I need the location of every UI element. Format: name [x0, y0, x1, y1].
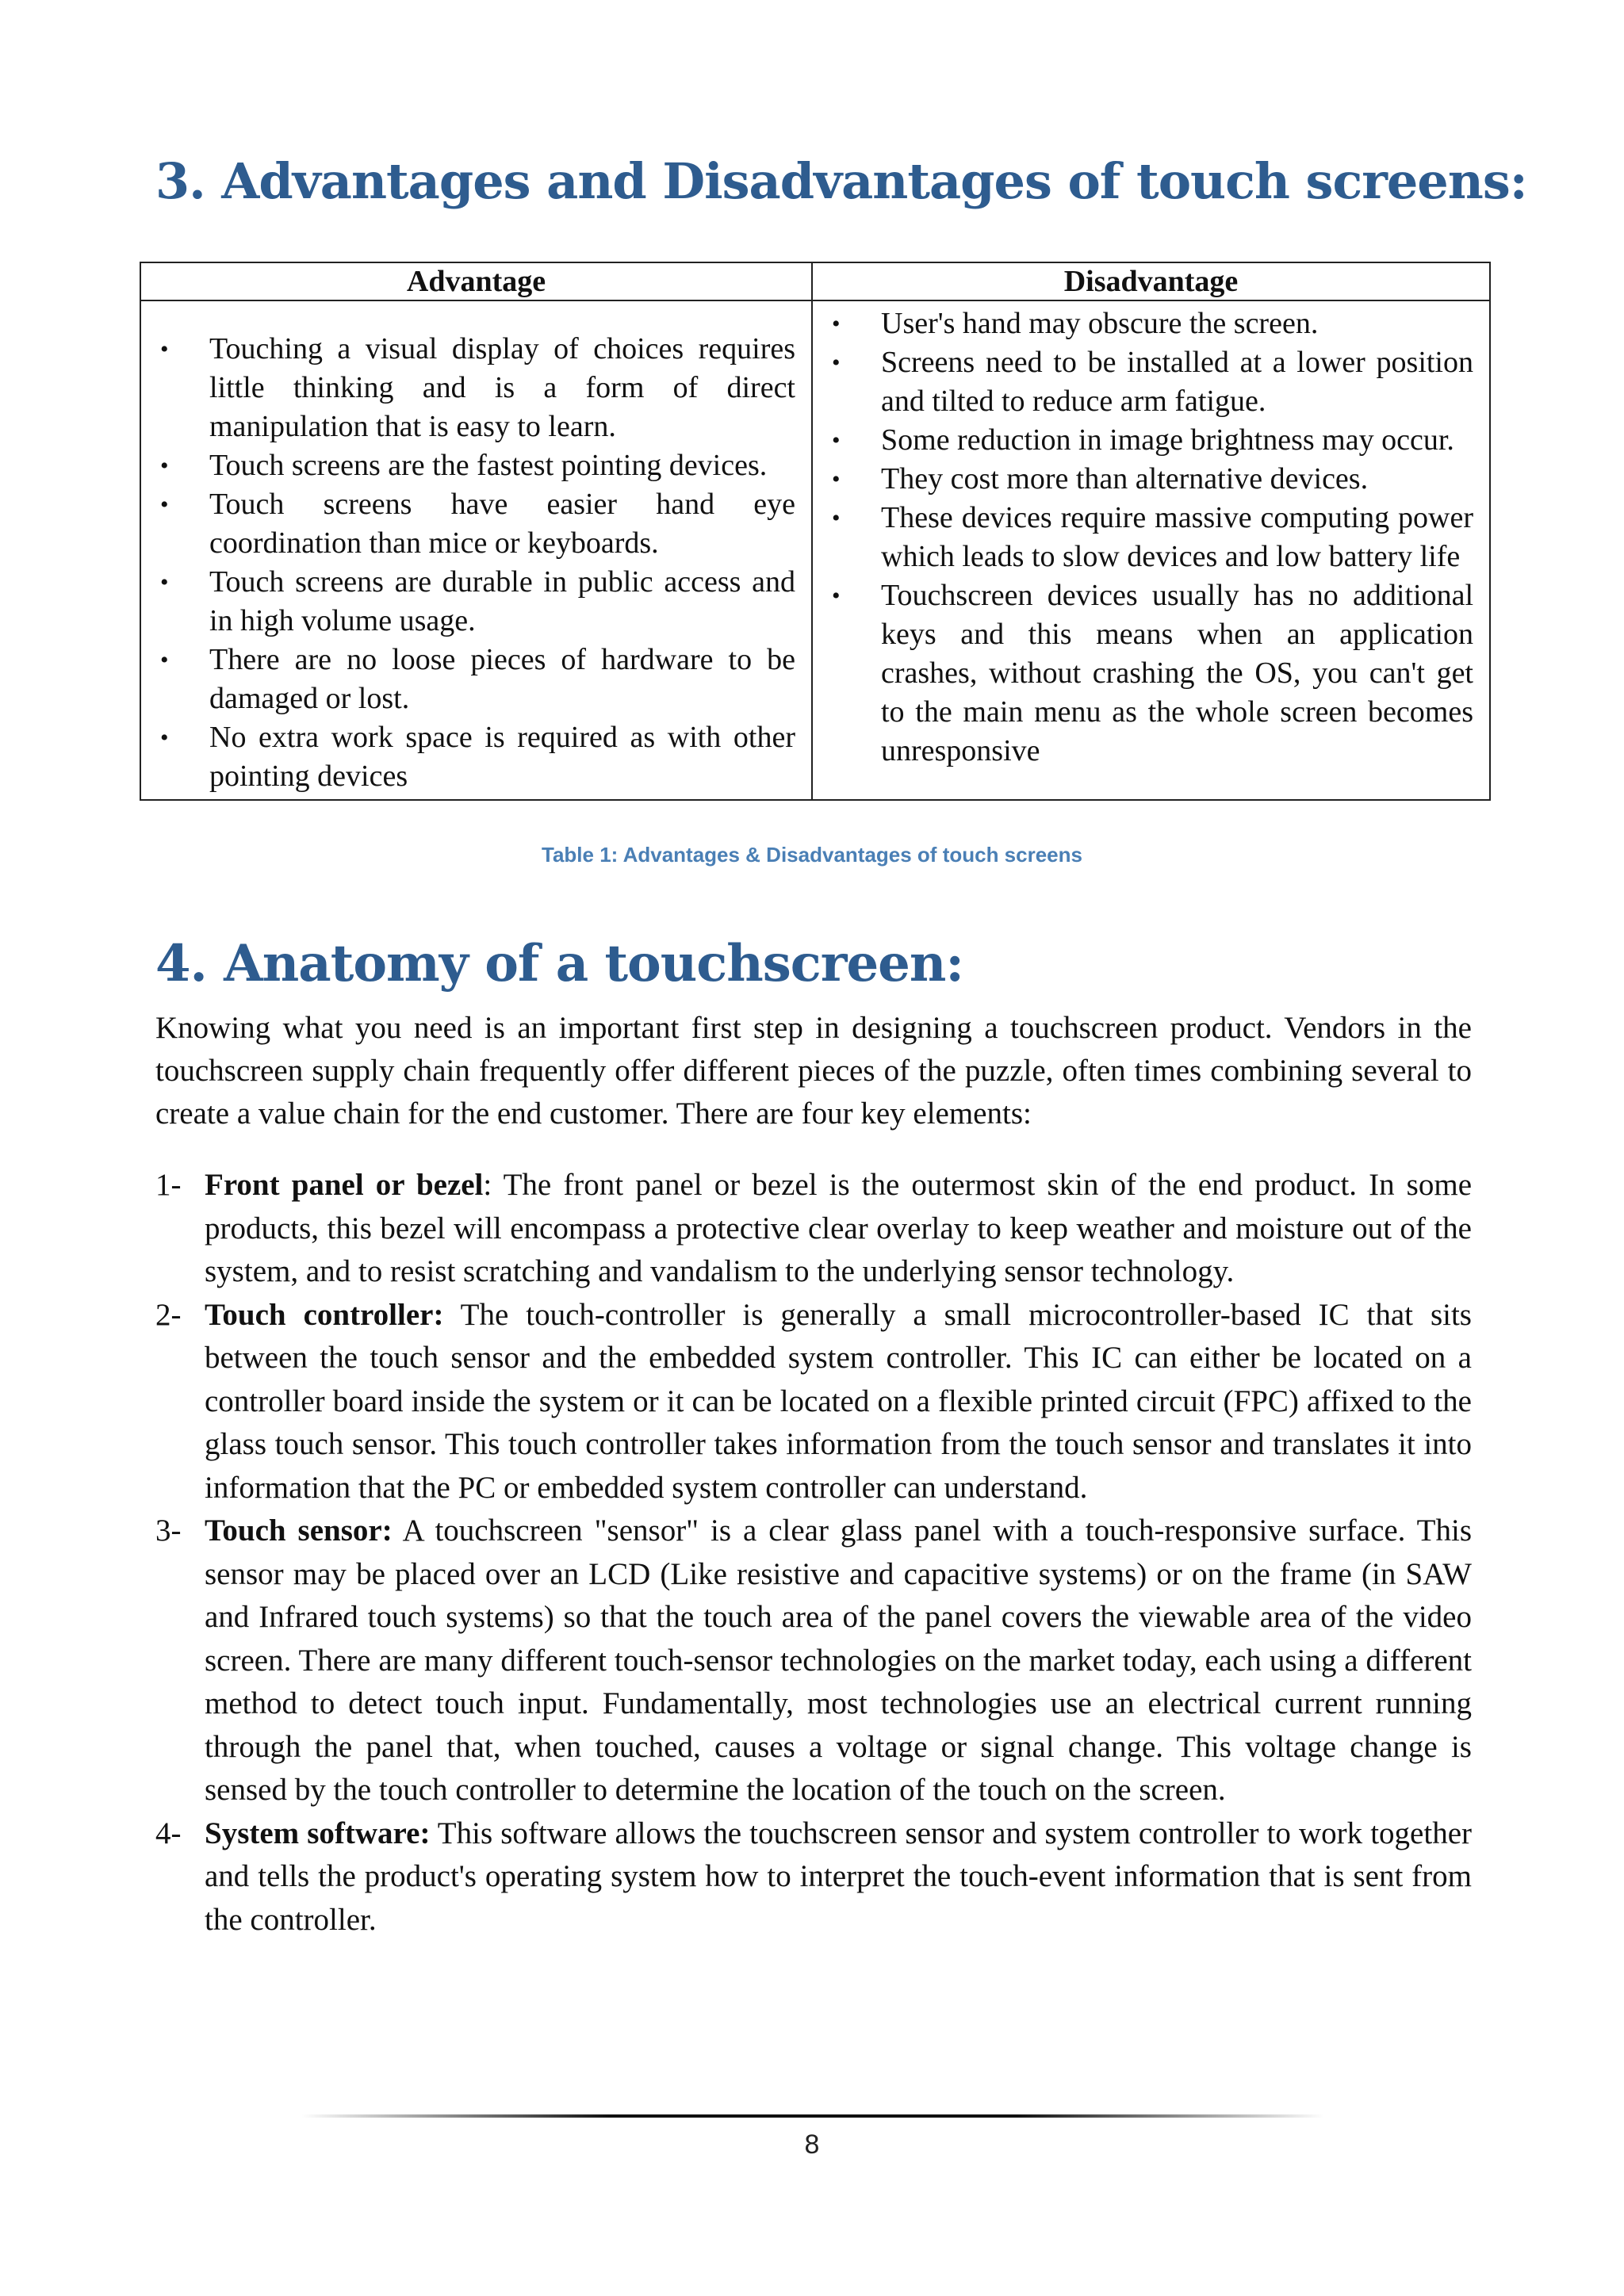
advantage-text: Touch screens have easier hand eye coordination than mice or keyboards.	[209, 488, 795, 560]
bullet-icon: •	[832, 311, 841, 337]
bullet-icon: •	[832, 350, 841, 376]
bullet-icon: •	[160, 453, 169, 479]
list-item	[825, 576, 1473, 771]
list-item	[825, 499, 1473, 576]
item-term: Touch sensor:	[205, 1513, 393, 1548]
disadvantage-text: Touchscreen devices usually has no additional keys and this means when an application crashes, without crashing the OS, you can't get to the main menu as the whole screen becomes unresponsive	[881, 579, 1473, 767]
advantage-text: Touch screens are durable in public access and in high volume usage.	[209, 565, 795, 637]
disadvantage-text: User's hand may obscure the screen.	[881, 307, 1319, 340]
advantages-table	[140, 262, 1491, 801]
list-item	[154, 718, 795, 796]
list-item	[154, 485, 795, 563]
item-number: 3-	[155, 1513, 182, 1548]
list-item	[155, 1164, 1472, 1294]
section-heading-advantages: 3. Advantages and Disadvantages of touch screens:	[155, 152, 1527, 210]
table-caption: Table 1: Advantages & Disadvantages of touch screens	[542, 843, 1082, 867]
list-item	[155, 1510, 1472, 1812]
bullet-icon: •	[160, 725, 169, 751]
item-description: The front panel or bezel is the outermost skin of the end product. In some products, this bezel will encompass a protective clear overlay to keep weather and moisture out of the system, and to resist scratching and vandalism to the underlying sensor technology.	[205, 1168, 1472, 1288]
list-item	[155, 1294, 1472, 1510]
bullet-icon: •	[832, 505, 841, 531]
advantage-column-header: Advantage	[140, 262, 812, 300]
advantage-text: No extra work space is required as with other pointing devices	[209, 721, 795, 793]
item-term: Touch controller:	[205, 1297, 444, 1332]
disadvantage-text: These devices require massive computing power which leads to slow devices and low battery life	[881, 501, 1473, 573]
item-number: 1-	[155, 1168, 182, 1202]
list-item	[154, 446, 795, 485]
list-item	[825, 343, 1473, 421]
advantage-text: Touching a visual display of choices requires little thinking and is a form of direct manipulation that is easy to learn.	[209, 332, 795, 443]
disadvantages-cell	[812, 300, 1490, 800]
page-number: 8	[804, 2130, 820, 2160]
list-item	[154, 641, 795, 718]
item-number: 2-	[155, 1297, 182, 1332]
disadvantages-list	[825, 304, 1473, 771]
footer-divider	[301, 2114, 1324, 2118]
list-item	[825, 421, 1473, 460]
item-term: Front panel or bezel	[205, 1168, 484, 1202]
bullet-icon: •	[160, 336, 169, 362]
disadvantage-text: They cost more than alternative devices.	[881, 462, 1369, 496]
anatomy-intro-paragraph: Knowing what you need is an important first step in designing a touchscreen product. Vendors in the touchscreen supply chain frequently offer different pieces of the puzzle, often times combining several to create a value chain for the end customer. There are four key elements:	[155, 1011, 1472, 1131]
bullet-icon: •	[160, 569, 169, 595]
item-description: A touchscreen "sensor" is a clear glass panel with a touch-responsive surface. This sensor may be placed over an LCD (Like resistive and capacitive systems) or on the frame (in SAW and Infrared touch systems) so that the touch area of the panel covers the viewable area of the video screen. There are many different touch-sensor technologies on the market today, each using a different method to detect touch input. Fundamentally, most technologies use an electrical current running through the panel that, when touched, causes a voltage or signal change. This voltage change is sensed by the touch controller to determine the location of the touch on the screen.	[205, 1513, 1472, 1807]
list-item	[154, 563, 795, 641]
key-elements-list	[155, 1164, 1472, 1942]
bullet-icon: •	[832, 466, 841, 492]
section-heading-anatomy: 4. Anatomy of a touchscreen:	[155, 934, 964, 993]
bullet-icon: •	[160, 492, 169, 518]
item-term: System software:	[205, 1816, 431, 1850]
table-body-row	[140, 300, 1490, 800]
advantage-text: Touch screens are the fastest pointing devices.	[209, 449, 768, 482]
bullet-icon: •	[160, 647, 169, 673]
disadvantage-text: Screens need to be installed at a lower position and tilted to reduce arm fatigue.	[881, 346, 1473, 418]
disadvantage-column-header: Disadvantage	[812, 262, 1490, 300]
list-item	[825, 304, 1473, 343]
advantages-list	[154, 330, 795, 796]
list-item	[154, 330, 795, 446]
advantages-cell	[140, 300, 812, 800]
item-separator: :	[483, 1168, 492, 1202]
table-header-row	[140, 262, 1490, 300]
item-number: 4-	[155, 1816, 182, 1850]
advantage-text: There are no loose pieces of hardware to be damaged or lost.	[209, 643, 795, 715]
bullet-icon: •	[832, 427, 841, 453]
bullet-icon: •	[832, 583, 841, 609]
disadvantage-text: Some reduction in image brightness may occur.	[881, 423, 1454, 457]
list-item	[825, 460, 1473, 499]
list-item	[155, 1812, 1472, 1942]
item-description: The touch-controller is generally a small microcontroller-based IC that sits between the touch sensor and the embedded system controller. This IC can either be located on a controller board inside the system or it can be located on a flexible printed circuit (FPC) affixed to the glass touch sensor. This touch controller takes information from the touch sensor and translates it into information that the PC or embedded system controller can understand.	[205, 1297, 1472, 1505]
item-description: This software allows the touchscreen sensor and system controller to work together and tells the product's operating system how to interpret the touch-event information that is sent from the controller.	[205, 1816, 1472, 1937]
